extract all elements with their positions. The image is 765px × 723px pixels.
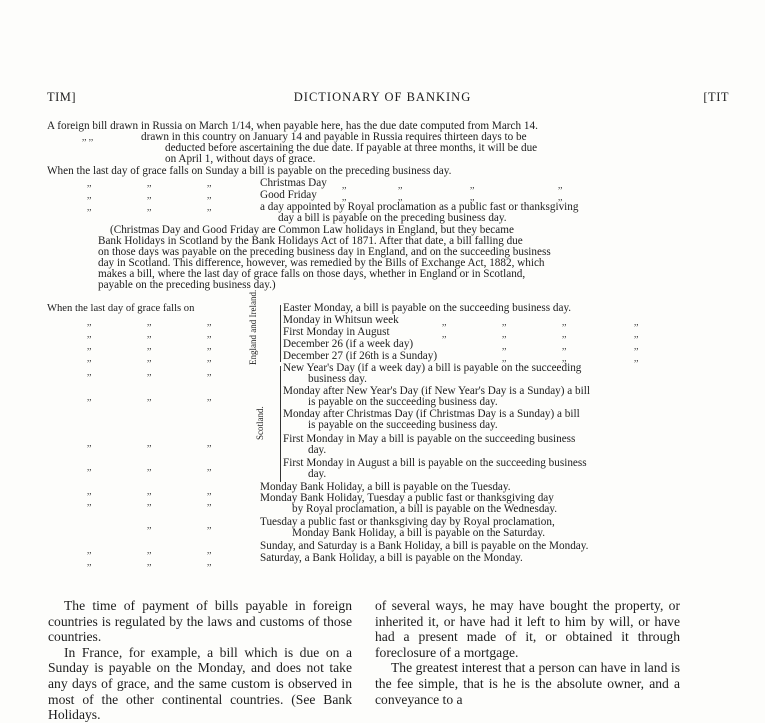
ditto: ,, bbox=[147, 497, 152, 507]
monday-item-5: Saturday, a Bank Holiday, a bill is payable on the Monday. bbox=[260, 552, 523, 564]
ditto: ,, bbox=[87, 341, 92, 351]
monday-item-3-cont: Monday Bank Holiday, a bill is payable on the Saturday. bbox=[292, 527, 546, 539]
page-title: DICTIONARY OF BANKING bbox=[293, 90, 472, 104]
ditto: ,, bbox=[147, 520, 152, 530]
ditto: ,, bbox=[207, 392, 212, 402]
christmas-day: Christmas Day bbox=[260, 177, 327, 189]
ditto: ,, bbox=[147, 557, 152, 567]
left-paragraph-2: In France, for example, a bill which is due on a Sunday is payable on the Monday, and does not take any days of grace, and the same custom is observed in most of the other continental countries. (See Bank Holidays. bbox=[48, 644, 352, 723]
ditto: ,, bbox=[147, 329, 152, 339]
ditto: ,, bbox=[342, 192, 347, 202]
ditto: ,, bbox=[147, 202, 152, 212]
england-item-5: December 27 (if 26th is a Sunday) bbox=[283, 350, 438, 362]
left-column bbox=[48, 598, 352, 723]
ditto: ,, bbox=[147, 341, 152, 351]
right-column bbox=[375, 598, 680, 707]
england-item-2: Monday in Whitsun week bbox=[283, 314, 399, 326]
ditto: ,, bbox=[634, 317, 639, 327]
note-line-2: Bank Holidays in Scotland by the Bank Holidays Act of 1871. After that date, a bill falling due bbox=[98, 235, 523, 247]
scotland-item-1: New Year's Day (if a week day) a bill is payable on the succeeding bbox=[283, 362, 582, 374]
proclamation-line-1: a day appointed by Royal proclamation as a public fast or thanksgiving bbox=[260, 201, 579, 213]
monday-item-4: Sunday, and Saturday is a Bank Holiday, a bill is payable on the Monday. bbox=[260, 540, 589, 552]
ditto: ,, bbox=[147, 486, 152, 496]
right-paragraph-2: The greatest interest that a person can have in land is the fee simple, that is he is the absolute owner, and a conveyance to a bbox=[375, 660, 680, 707]
ditto: ,, bbox=[634, 353, 639, 363]
holiday-lead: When the last day of grace falls on bbox=[47, 303, 195, 314]
ditto: ,, bbox=[470, 180, 475, 190]
ditto: ,, bbox=[207, 317, 212, 327]
ditto: ,, bbox=[634, 341, 639, 351]
ditto: ,, bbox=[87, 486, 92, 496]
ditto: ,, bbox=[342, 180, 347, 190]
ditto: ,, bbox=[502, 353, 507, 363]
ditto: ,, bbox=[207, 190, 212, 200]
ditto: ,, bbox=[558, 192, 563, 202]
monday-item-1: Monday Bank Holiday, a bill is payable on the Tuesday. bbox=[260, 481, 511, 493]
note-line-5: makes a bill, where the last day of grace falls on those days, whether in England or in Scotland, bbox=[98, 268, 526, 280]
header-left: TIM] bbox=[47, 90, 77, 104]
good-friday: Good Friday bbox=[260, 189, 317, 201]
left-paragraph-1: The time of payment of bills payable in foreign countries is regulated by the laws and customs of those countries. bbox=[48, 598, 352, 645]
england-ireland-label: England and Ireland. bbox=[248, 289, 258, 365]
scotland-label: Scotland. bbox=[255, 406, 265, 440]
foreign-line-1: A foreign bill drawn in Russia on March 1/14, when payable here, has the due date computed from March 14. bbox=[47, 120, 538, 132]
ditto: ,, bbox=[502, 317, 507, 327]
note-line-1: (Christmas Day and Good Friday are Common Law holidays in England, but they became bbox=[110, 224, 514, 236]
ditto: ,, bbox=[558, 180, 563, 190]
foreign-line-2: drawn in this country on January 14 and payable in Russia requires thirteen days to be bbox=[141, 131, 527, 143]
ditto: ,, bbox=[207, 341, 212, 351]
ditto: ,, bbox=[87, 329, 92, 339]
ditto: ,, bbox=[87, 353, 92, 363]
england-item-4: December 26 (if a week day) bbox=[283, 338, 414, 350]
ditto: ,, bbox=[147, 392, 152, 402]
ditto: ,, bbox=[147, 462, 152, 472]
scotland-item-2-cont: is payable on the succeeding business day. bbox=[308, 396, 498, 408]
foreign-line-3: deducted before ascertaining the due date. If payable at three months, it will be due bbox=[165, 142, 538, 154]
ditto: ,, bbox=[147, 190, 152, 200]
foreign-line-4: on April 1, without days of grace. bbox=[165, 153, 316, 165]
scotland-item-3: Monday after Christmas Day (if Christmas Day is a Sunday) a bill bbox=[283, 408, 580, 420]
scotland-brace bbox=[280, 366, 281, 482]
ditto: ,, bbox=[502, 329, 507, 339]
ditto: ,, bbox=[207, 520, 212, 530]
note-line-3: on those days was payable on the preceding business day in England, and on the succeeding business bbox=[98, 246, 551, 258]
ditto: ,, bbox=[207, 497, 212, 507]
ditto: ,, bbox=[562, 317, 567, 327]
ditto: ,, bbox=[207, 486, 212, 496]
note-line-4: day in Scotland. This difference, however, was remedied by the Bills of Exchange Act, 1882, which bbox=[98, 257, 545, 269]
note-line-6: payable on the preceding business day.) bbox=[98, 279, 276, 291]
ditto: ,, bbox=[147, 353, 152, 363]
ditto: ,, bbox=[147, 438, 152, 448]
header-right: [TIT bbox=[703, 90, 729, 104]
england-brace bbox=[280, 305, 281, 362]
monday-item-3: Tuesday a public fast or thanksgiving day by Royal proclamation, bbox=[260, 516, 555, 528]
ditto-foreign: ,, ,, bbox=[82, 132, 94, 142]
ditto: ,, bbox=[502, 341, 507, 351]
ditto: ,, bbox=[207, 545, 212, 555]
ditto: ,, bbox=[87, 178, 92, 188]
ditto: ,, bbox=[470, 192, 475, 202]
ditto: ,, bbox=[87, 392, 92, 402]
ditto: ,, bbox=[147, 367, 152, 377]
england-item-3: First Monday in August bbox=[283, 326, 390, 338]
scotland-item-1-cont: business day. bbox=[308, 373, 367, 385]
ditto: ,, bbox=[398, 180, 403, 190]
ditto: ,, bbox=[147, 178, 152, 188]
scotland-item-4-cont: day. bbox=[308, 444, 327, 456]
ditto: ,, bbox=[207, 202, 212, 212]
monday-item-2: Monday Bank Holiday, Tuesday a public fast or thanksgiving day bbox=[260, 492, 554, 504]
scotland-item-5: First Monday in August a bill is payable on the succeeding business bbox=[283, 457, 587, 469]
ditto: ,, bbox=[87, 317, 92, 327]
ditto: ,, bbox=[562, 353, 567, 363]
grace-line-1: When the last day of grace falls on Sunday a bill is payable on the preceding business day. bbox=[47, 165, 452, 177]
monday-item-2-cont: by Royal proclamation, a bill is payable on the Wednesday. bbox=[292, 503, 558, 515]
ditto: ,, bbox=[207, 178, 212, 188]
ditto: ,, bbox=[87, 545, 92, 555]
ditto: ,, bbox=[147, 545, 152, 555]
ditto: ,, bbox=[87, 497, 92, 507]
scotland-item-2: Monday after New Year's Day (if New Year's Day is a Sunday) a bill bbox=[283, 385, 590, 397]
ditto: ,, bbox=[562, 341, 567, 351]
ditto: ,, bbox=[87, 438, 92, 448]
right-paragraph-1: of several ways, he may have bought the property, or inherited it, or have had it left to him by will, or have had a present made of it, or obtained it through foreclosure of a mortgage. bbox=[375, 598, 680, 660]
ditto: ,, bbox=[634, 329, 639, 339]
proclamation-line-2: day a bill is payable on the preceding business day. bbox=[278, 212, 507, 224]
ditto: ,, bbox=[442, 317, 447, 327]
ditto: ,, bbox=[87, 202, 92, 212]
ditto: ,, bbox=[87, 367, 92, 377]
scotland-item-3-cont: is payable on the succeeding business day. bbox=[308, 419, 498, 431]
ditto: ,, bbox=[562, 329, 567, 339]
ditto: ,, bbox=[207, 557, 212, 567]
ditto: ,, bbox=[147, 317, 152, 327]
ditto: ,, bbox=[207, 367, 212, 377]
ditto: ,, bbox=[87, 557, 92, 567]
scotland-item-5-cont: day. bbox=[308, 468, 327, 480]
ditto: ,, bbox=[207, 438, 212, 448]
ditto: ,, bbox=[207, 462, 212, 472]
ditto: ,, bbox=[442, 329, 447, 339]
ditto: ,, bbox=[398, 192, 403, 202]
ditto: ,, bbox=[87, 462, 92, 472]
ditto: ,, bbox=[87, 190, 92, 200]
england-item-1: Easter Monday, a bill is payable on the succeeding business day. bbox=[283, 302, 572, 314]
ditto: ,, bbox=[207, 353, 212, 363]
ditto: ,, bbox=[207, 329, 212, 339]
scotland-item-4: First Monday in May a bill is payable on the succeeding business bbox=[283, 433, 576, 445]
